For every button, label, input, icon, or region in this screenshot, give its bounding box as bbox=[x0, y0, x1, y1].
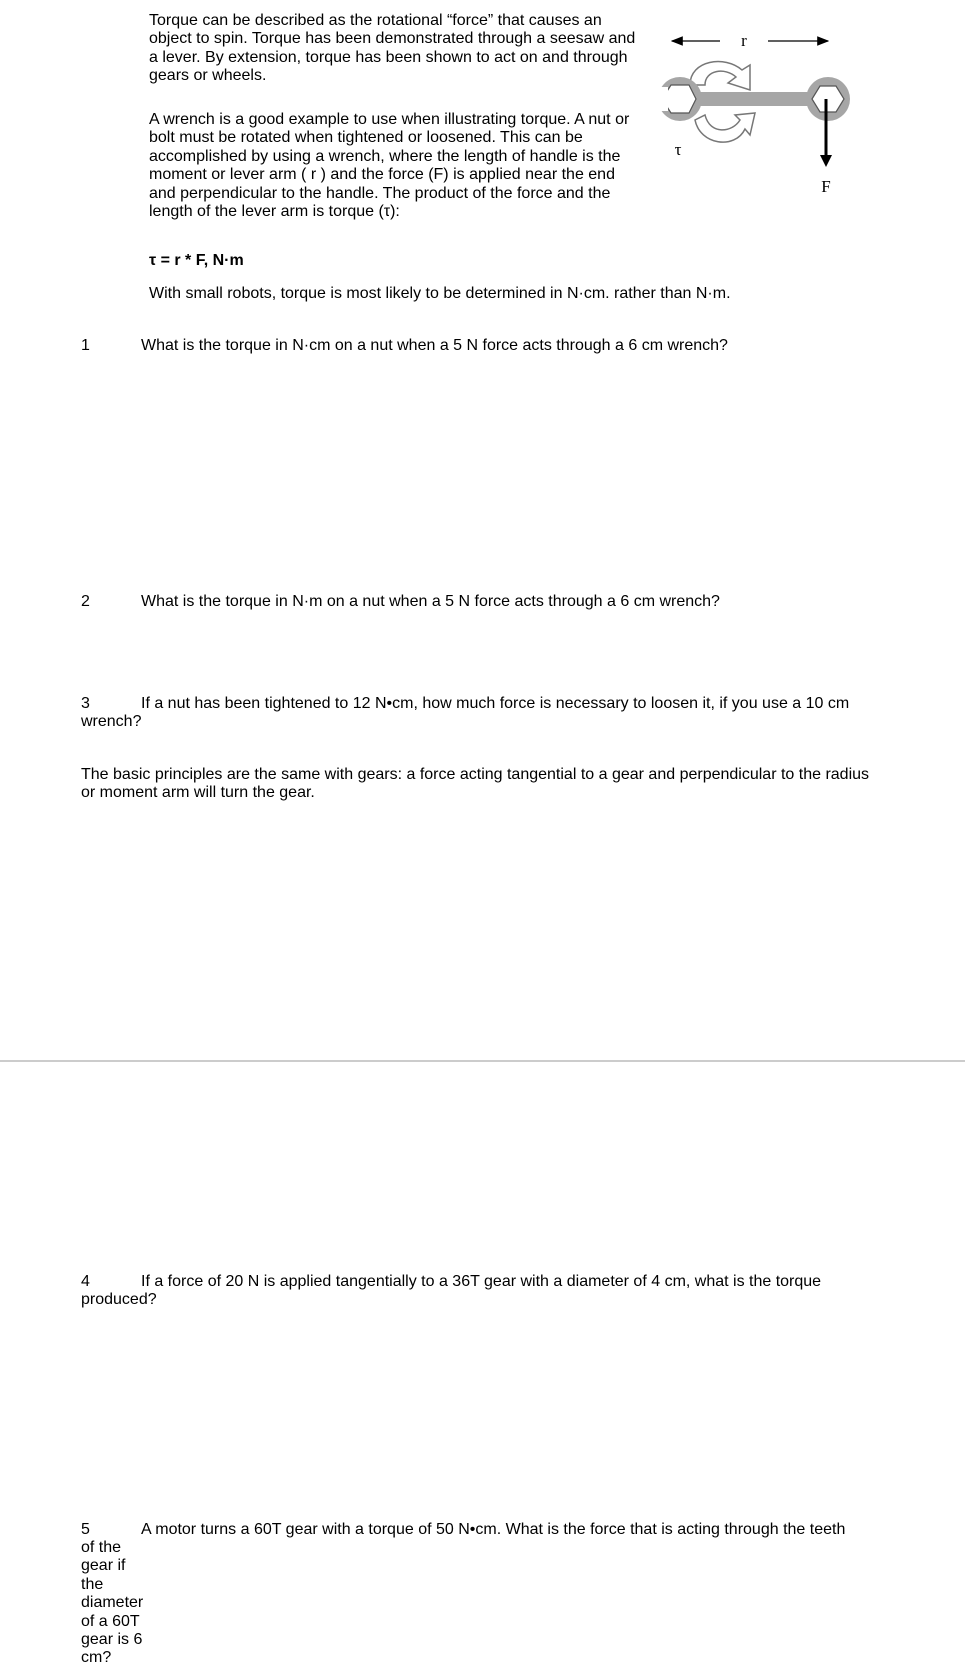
question-text-continued: of the gear if the diameter of a 60T gear is 6 cm? bbox=[81, 1539, 144, 1667]
question-text: A motor turns a 60T gear with a torque of 50 N•cm. What is the force that is acting through the teeth bbox=[141, 1521, 846, 1538]
gears-note: The basic principles are the same with gears: a force acting tangential to a gear and perpendicular to the radius or moment arm will turn the gear. bbox=[81, 766, 870, 802]
tau-label: τ bbox=[674, 140, 682, 159]
rotation-arrow-top bbox=[690, 62, 750, 90]
force-arrow-head bbox=[820, 155, 832, 167]
intro-paragraph-2: A wrench is a good example to use when illustrating torque. A nut or bolt must be rotated when tightened or loosened. This can be accomplished by using a wrench, where the length of handle is the moment or lever arm ( r ) and the force (F) is applied near the end and perpendicular to the handle. The product of the force and the length of the lever arm is torque (τ): bbox=[149, 111, 630, 220]
f-label: F bbox=[821, 177, 831, 196]
question-number: 5 bbox=[81, 1521, 90, 1538]
wrench-diagram bbox=[650, 25, 860, 200]
question-number: 2 bbox=[81, 593, 90, 610]
units-note: With small robots, torque is most likely to be determined in N·cm. rather than N·m. bbox=[149, 285, 731, 302]
question-text: If a force of 20 N is applied tangentially to a 36T gear with a diameter of 4 cm, what is the torque bbox=[141, 1273, 822, 1290]
r-label: r bbox=[741, 31, 747, 50]
question-text-continued: wrench? bbox=[81, 713, 142, 730]
wrench-open-jaw bbox=[658, 87, 668, 111]
intro-paragraph-1: Torque can be described as the rotational “force” that causes an object to spin. Torque has been demonstrated through a seesaw and a lever. By extension, torque has been shown to act on and through gears or wheels. bbox=[149, 12, 636, 85]
question-text: What is the torque in N·cm on a nut when a 5 N force acts through a 6 cm wrench? bbox=[141, 337, 728, 354]
question-number: 4 bbox=[81, 1273, 90, 1290]
page-divider bbox=[0, 1060, 965, 1062]
rotation-arrow-bottom bbox=[695, 113, 755, 142]
question-number: 1 bbox=[81, 337, 90, 354]
question-text: If a nut has been tightened to 12 N•cm, how much force is necessary to loosen it, if you use a 10 cm bbox=[141, 695, 850, 712]
question-text: What is the torque in N·m on a nut when a 5 N force acts through a 6 cm wrench? bbox=[141, 593, 720, 610]
torque-formula: τ = r * F, N·m bbox=[149, 252, 244, 269]
question-number: 3 bbox=[81, 695, 90, 712]
question-text-continued: produced? bbox=[81, 1291, 157, 1308]
